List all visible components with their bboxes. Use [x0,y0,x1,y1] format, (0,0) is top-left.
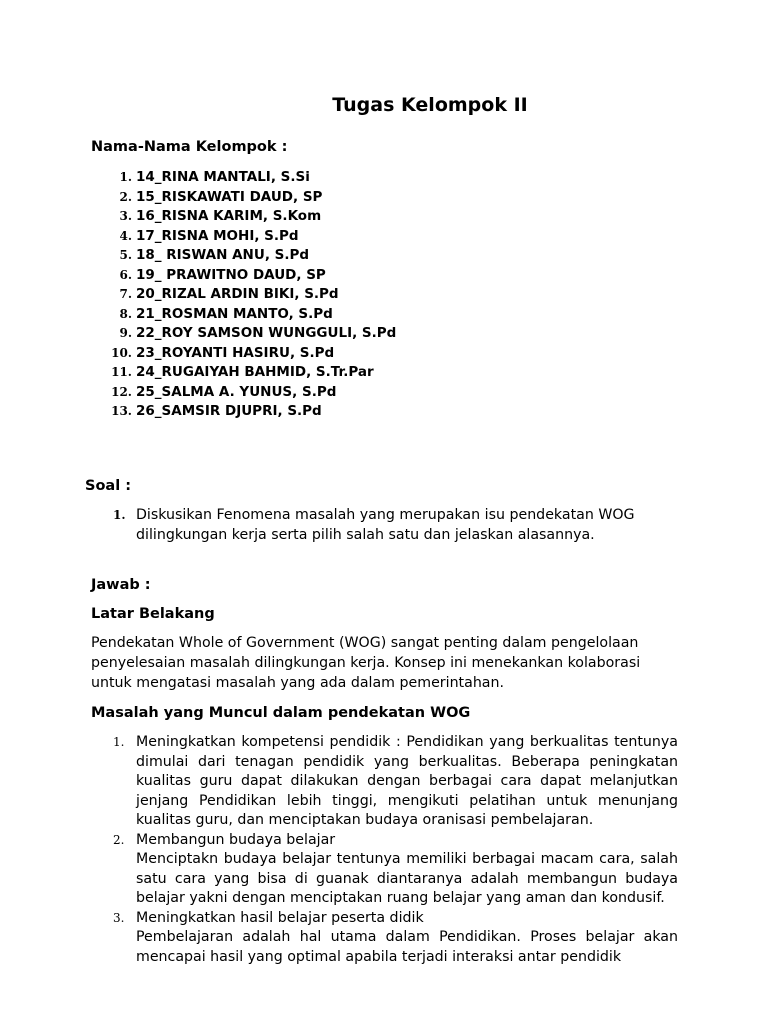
list-item [0,382,768,402]
member-name: 21_ROSMAN MANTO, S.Pd [136,305,333,322]
list-number: 9. [119,326,132,340]
list-item [0,362,768,382]
list-number: 6. [119,267,132,282]
list-number: 2. [119,189,132,204]
list-number: 11. [111,365,132,379]
jawab-heading: Jawab : [91,577,151,593]
masalah-list [0,733,768,967]
page-title: Tugas Kelompok II [332,94,528,116]
list-number: 3. [113,910,125,925]
list-number: 1. [119,170,132,184]
masalah-heading: Masalah yang Muncul dalam pendekatan WOG [91,705,471,721]
list-item [0,831,768,909]
soal-heading: Soal : [85,478,132,494]
latar-paragraph: Pendekatan Whole of Government (WOG) sangat penting dalam pengelolaan penyelesaian masalah dilingkungan kerja. Konsep ini menekankan kolaborasi untuk mengatasi masalah yang ada dalam pemerintahan. [91,635,641,691]
list-item [0,167,768,187]
list-item [0,304,768,324]
list-item [0,733,768,831]
list-number: 1. [113,735,125,749]
list-number: 12. [111,384,132,399]
list-item [0,265,768,285]
list-number: 13. [111,404,132,418]
list-number: 3. [119,209,132,223]
latar-heading: Latar Belakang [91,606,215,622]
list-item [0,226,768,246]
list-item [0,323,768,343]
item-title: Meningkatkan hasil belajar peserta didik [136,909,424,926]
list-item [0,343,768,363]
member-name: 24_RUGAIYAH BAHMID, S.Tr.Par [136,364,374,380]
list-number: 2. [113,832,125,847]
item-text: Menciptakn budaya belajar tentunya memiliki berbagai macam cara, salah satu cara yang bisa di guanak diantaranya adalah membangun budaya belajar yakni dengan menciptakan ruang belajar yang aman dan kondusif. [136,851,678,906]
list-number: 1. [113,508,126,522]
member-name: 16_RISNA KARIM, S.Kom [136,208,322,224]
list-number: 8. [119,306,132,321]
member-name: 26_SAMSIR DJUPRI, S.Pd [136,403,322,419]
list-item [0,206,768,226]
list-item [0,401,768,421]
list-item [0,187,768,207]
member-name: 18_ RISWAN ANU, S.Pd [136,247,310,263]
list-number: 4. [119,228,132,243]
group-heading: Nama-Nama Kelompok : [91,139,288,155]
question-text: Diskusikan Fenomena masalah yang merupakan isu pendekatan WOG dilingkungan kerja serta pilih salah satu dan jelaskan alasannya. [136,507,635,543]
list-item [0,284,768,304]
member-name: 22_ROY SAMSON WUNGGULI, S.Pd [136,325,397,341]
list-item [0,909,768,968]
list-number: 7. [119,287,132,301]
member-name: 19_ PRAWITNO DAUD, SP [136,266,326,283]
member-list [0,167,768,421]
item-title: Membangun budaya belajar [136,831,336,848]
item-text: Pembelajaran adalah hal utama dalam Pendidikan. Proses belajar akan mencapai hasil yang optimal apabila terjadi interaksi antar pendidik [136,929,678,965]
member-name: 25_SALMA A. YUNUS, S.Pd [136,383,337,400]
item-text: Meningkatkan kompetensi pendidik : Pendidikan yang berkualitas tentunya dimulai dari tenagan pendidik yang berkualitas. Beberapa peningkatan kualitas guru dapat dilakukan dengan berbagai cara dapat melanjutkan jenjang Pendidikan lebih tinggi, mengikuti pelatihan untuk menunjang kualitas guru, dan menciptakan budaya oranisasi pembelajaran. [136,734,678,828]
member-name: 14_RINA MANTALI, S.Si [136,169,310,185]
member-name: 23_ROYANTI HASIRU, S.Pd [136,344,335,361]
member-name: 17_RISNA MOHI, S.Pd [136,227,299,244]
list-item [0,245,768,265]
member-name: 20_RIZAL ARDIN BIKI, S.Pd [136,286,339,302]
list-number: 10. [111,345,132,360]
member-name: 15_RISKAWATI DAUD, SP [136,188,323,205]
list-number: 5. [119,248,132,262]
